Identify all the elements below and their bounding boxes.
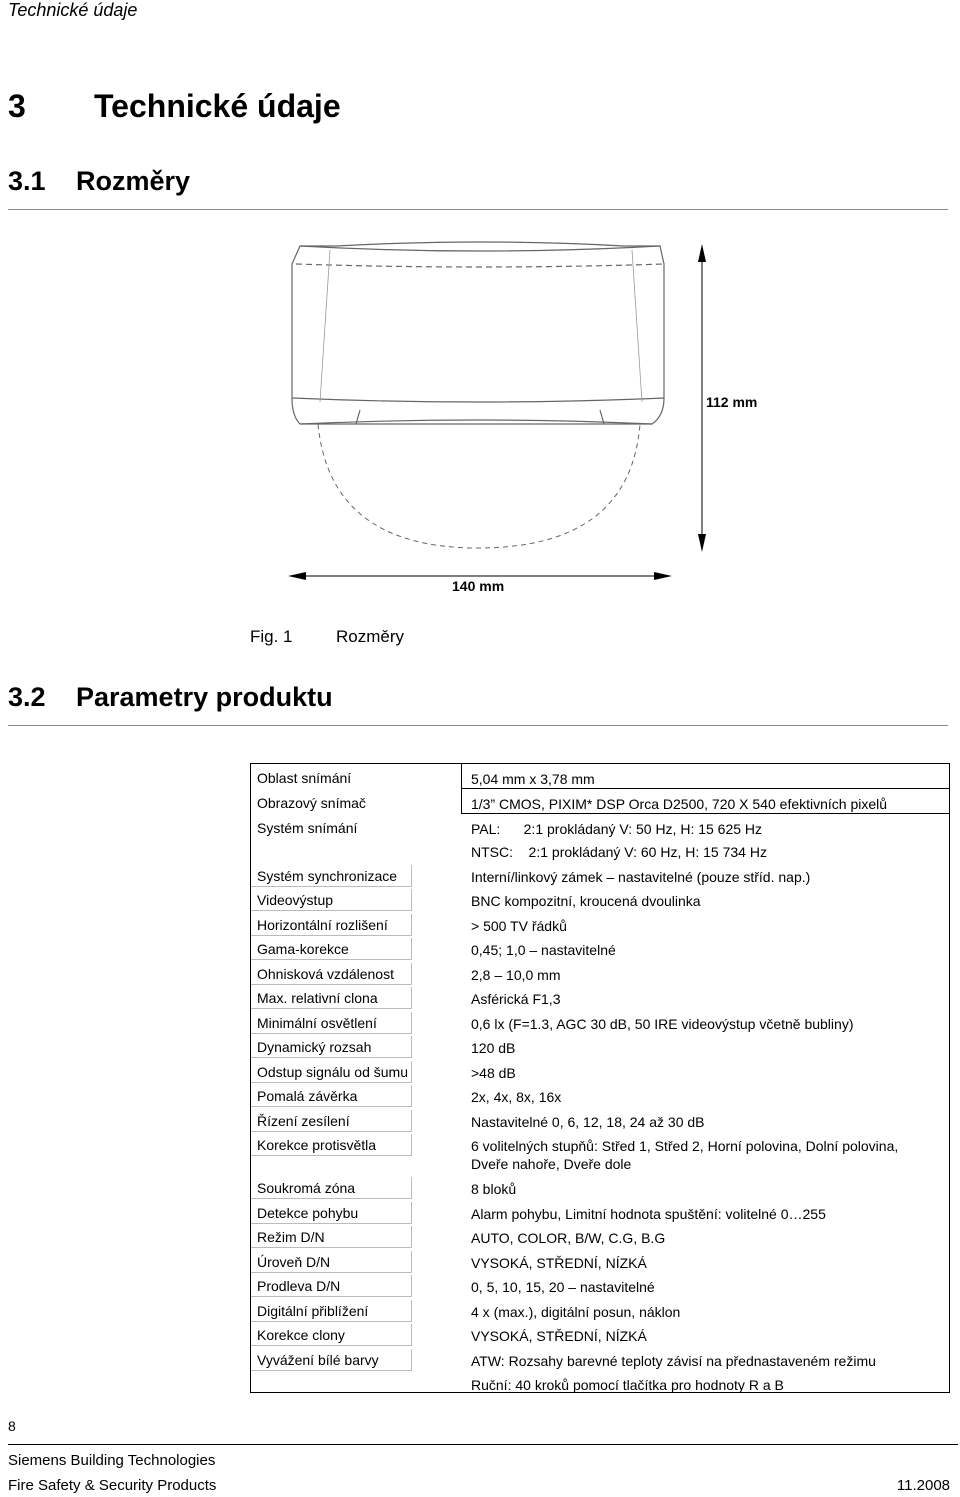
spec-value: 0,6 lx (F=1.3, AGC 30 dB, 50 IRE videovýstup včetně bubliny) [471, 1016, 854, 1032]
spec-label: Řízení zesílení [257, 1113, 350, 1129]
label-cell-border [251, 935, 411, 936]
label-cell-border [251, 910, 411, 911]
label-cell-border [411, 938, 412, 960]
spec-value: >48 dB [471, 1065, 516, 1081]
label-cell-border [411, 1349, 412, 1371]
label-cell-border [251, 1370, 411, 1371]
label-cell-border [411, 1275, 412, 1297]
spec-value: ATW: Rozsahy barevné teploty závisí na přednastaveném režimu [471, 1353, 876, 1369]
label-cell-border [411, 1085, 412, 1107]
chapter-heading [8, 88, 341, 125]
label-cell-border [251, 1082, 411, 1083]
spec-value-line2: Dveře nahoře, Dveře dole [471, 1156, 632, 1172]
spec-value: VYSOKÁ, STŘEDNÍ, NÍZKÁ [471, 1255, 647, 1271]
label-cell-border [251, 1272, 411, 1273]
label-cell-border [411, 1324, 412, 1346]
spec-value: 1/3” CMOS, PIXIM* DSP Orca D2500, 720 X 540 efektivních pixelů [471, 796, 888, 812]
spec-value: 120 dB [471, 1040, 516, 1056]
spec-value: BNC kompozitní, kroucená dvoulinka [471, 893, 701, 909]
spec-table [250, 763, 950, 1393]
spec-label: Max. relativní clona [257, 990, 378, 1006]
spec-label: Pomalá závěrka [257, 1088, 358, 1104]
label-cell-border [411, 1110, 412, 1132]
figure-number: Fig. 1 [250, 627, 293, 646]
spec-value: Nastavitelné 0, 6, 12, 18, 24 až 30 dB [471, 1114, 705, 1130]
label-cell-border [411, 987, 412, 1009]
spec-label: Režim D/N [257, 1229, 325, 1245]
spec-label: Ohnisková vzdálenost [257, 966, 394, 982]
chapter-title: Technické údaje [94, 88, 341, 124]
spec-value: 2,8 – 10,0 mm [471, 967, 561, 983]
spec-value: > 500 TV řádků [471, 918, 567, 934]
footer-company: Siemens Building Technologies [8, 1452, 216, 1469]
label-cell-border [251, 984, 411, 985]
label-cell-border [411, 865, 412, 887]
label-cell-border [411, 914, 412, 936]
section-rule [8, 209, 948, 210]
spec-label: Videovýstup [257, 892, 334, 908]
spec-label: Digitální přiblížení [257, 1303, 369, 1319]
label-cell-border [251, 1106, 411, 1107]
spec-label: Úroveň D/N [257, 1254, 331, 1270]
spec-value: 2x, 4x, 8x, 16x [471, 1089, 562, 1105]
spec-label: Vyvážení bílé barvy [257, 1352, 379, 1368]
label-cell-border [411, 1012, 412, 1034]
label-cell-border [411, 889, 412, 911]
spec-value-line2: Ruční: 40 kroků pomocí tlačítka pro hodnoty R a B [471, 1377, 784, 1393]
label-cell-border [411, 1300, 412, 1322]
spec-label: Odstup signálu od šumu [257, 1064, 408, 1080]
label-cell-border [411, 1177, 412, 1199]
label-cell-border [411, 1061, 412, 1083]
spec-label: Minimální osvětlení [257, 1015, 377, 1031]
section-title: Rozměry [76, 166, 191, 196]
label-cell-border [251, 959, 411, 960]
spec-value: Alarm pohybu, Limitní hodnota spuštění: volitelné 0…255 [471, 1206, 826, 1222]
label-cell-border [411, 1226, 412, 1248]
spec-value: PAL: 2:1 prokládaný V: 50 Hz, H: 15 625 Hz [471, 821, 763, 837]
spec-label: Systém synchronizace [257, 868, 398, 884]
row-divider [461, 788, 949, 789]
section-number: 3.1 [8, 166, 46, 196]
spec-value: 0,45; 1,0 – nastavitelné [471, 942, 616, 958]
spec-value: 5,04 mm x 3,78 mm [471, 771, 595, 787]
label-cell-border [251, 1345, 411, 1346]
section-title: Parametry produktu [76, 682, 333, 712]
spec-label: Horizontální rozlišení [257, 917, 388, 933]
label-cell-border [251, 1008, 411, 1009]
label-cell-border [251, 1198, 411, 1199]
spec-value: Interní/linkový zámek – nastavitelné (pouze stříd. nap.) [471, 869, 811, 885]
label-cell-border [251, 886, 411, 887]
label-cell-border [251, 1155, 411, 1156]
spec-label: Prodleva D/N [257, 1278, 341, 1294]
footer-rule [8, 1444, 958, 1445]
spec-label: Systém snímání [257, 820, 358, 836]
chapter-number: 3 [8, 88, 26, 124]
page-number: 8 [8, 1418, 16, 1434]
spec-value: Asférická F1,3 [471, 991, 561, 1007]
label-cell-border [251, 1057, 411, 1058]
spec-label: Soukromá zóna [257, 1180, 356, 1196]
label-cell-border [251, 1033, 411, 1034]
spec-value: AUTO, COLOR, B/W, C.G, B.G [471, 1230, 666, 1246]
spec-value: 8 bloků [471, 1181, 517, 1197]
spec-value: 4 x (max.), digitální posun, náklon [471, 1304, 681, 1320]
label-cell-border [251, 1296, 411, 1297]
spec-value: 6 volitelných stupňů: Střed 1, Střed 2, Horní polovina, Dolní polovina, [471, 1138, 899, 1154]
spec-value: 0, 5, 10, 15, 20 – nastavitelné [471, 1279, 655, 1295]
spec-label: Obrazový snímač [257, 795, 366, 811]
label-cell-border [251, 1131, 411, 1132]
column-divider [461, 764, 462, 814]
label-cell-border [411, 963, 412, 985]
spec-label: Korekce protisvětla [257, 1137, 377, 1153]
spec-label: Detekce pohybu [257, 1205, 359, 1221]
row-divider [461, 813, 949, 814]
label-cell-border [251, 1321, 411, 1322]
spec-value: VYSOKÁ, STŘEDNÍ, NÍZKÁ [471, 1328, 647, 1344]
spec-label: Oblast snímání [257, 770, 352, 786]
spec-value-line2: NTSC: 2:1 prokládaný V: 60 Hz, H: 15 734 Hz [471, 844, 767, 860]
running-header: Technické údaje [8, 0, 138, 20]
footer-division: Fire Safety & Security Products [8, 1477, 217, 1494]
width-dimension-label: 140 mm [452, 578, 505, 594]
label-cell-border [411, 1134, 412, 1156]
figure-caption [250, 627, 404, 647]
spec-label: Gama-korekce [257, 941, 349, 957]
section-rule [8, 725, 948, 726]
height-dimension-label: 112 mm [706, 394, 758, 410]
label-cell-border [251, 1247, 411, 1248]
footer-date: 11.2008 [896, 1477, 950, 1494]
figure-caption-text: Rozměry [336, 627, 405, 646]
spec-label: Dynamický rozsah [257, 1039, 372, 1055]
label-cell-border [411, 1202, 412, 1224]
spec-label: Korekce clony [257, 1327, 345, 1343]
section-heading-parameters [8, 682, 333, 713]
label-cell-border [411, 1251, 412, 1273]
label-cell-border [251, 1223, 411, 1224]
camera-dimension-drawing [0, 230, 960, 590]
section-heading-dimensions [8, 166, 190, 197]
section-number: 3.2 [8, 682, 46, 712]
label-cell-border [411, 1036, 412, 1058]
